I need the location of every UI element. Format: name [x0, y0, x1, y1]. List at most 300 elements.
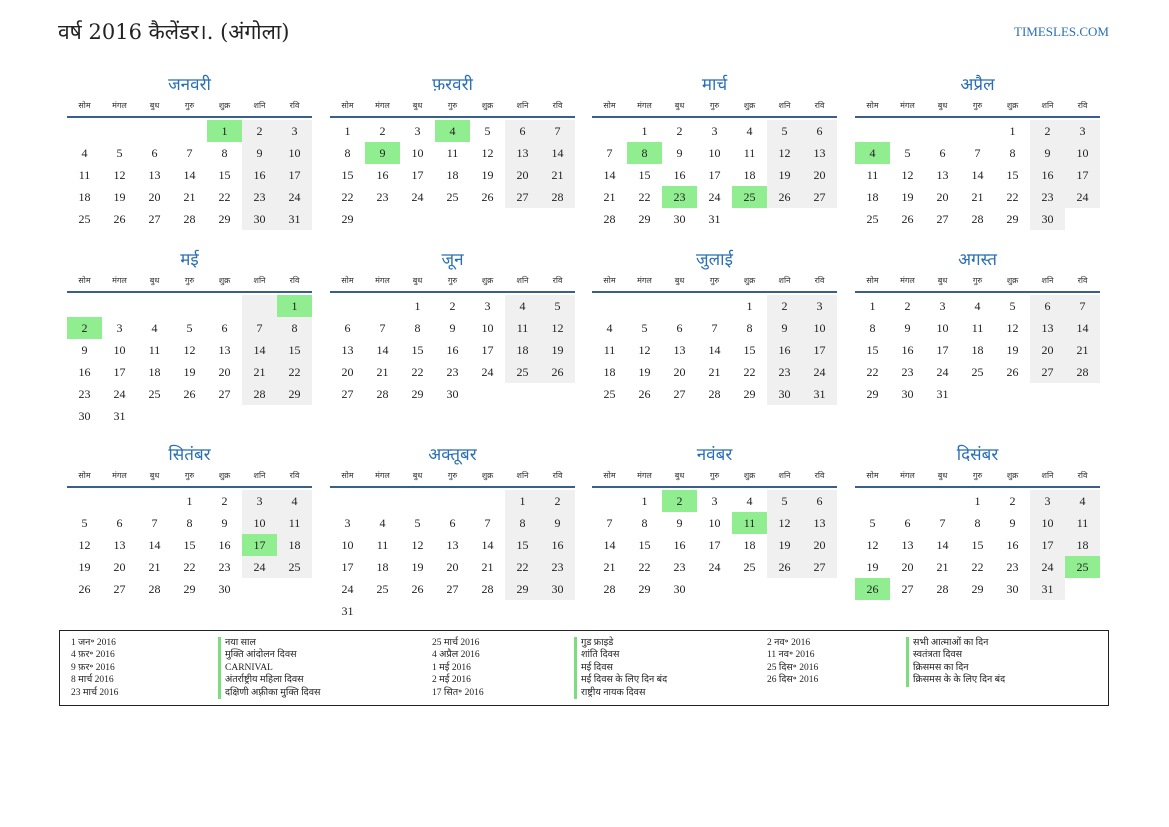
day-cell: 30 — [1030, 208, 1065, 230]
day-cell: 5 — [767, 120, 802, 142]
weekday-label: शुक्र — [1006, 471, 1019, 480]
day-cell: 24 — [242, 556, 277, 578]
day-cell: 9 — [904, 321, 911, 335]
day-cell: 18 — [505, 339, 540, 361]
day-cell: 22 — [218, 190, 231, 204]
day-cell: 25 — [603, 387, 616, 401]
legend-date: 1 मई 2016 — [432, 662, 471, 673]
legend-date: 9 फ़र॰ 2016 — [71, 662, 115, 673]
day-cell: 10 — [242, 512, 277, 534]
page-title: वर्ष 2016 कैलेंडर।. (अंगोला) — [58, 20, 290, 44]
day-cell: 11 — [376, 538, 389, 552]
day-cell: 5 — [869, 516, 876, 530]
weekday-label: रवि — [552, 471, 563, 480]
day-cell: 3 — [242, 490, 277, 512]
day-cell: 23 — [218, 560, 231, 574]
weekday-header — [330, 273, 575, 293]
day-cell: 20 — [1030, 339, 1065, 361]
day-cell: 19 — [638, 365, 651, 379]
days-grid — [855, 295, 1100, 405]
day-cell: 23 — [767, 361, 802, 383]
day-cell: 18 — [148, 365, 161, 379]
weekday-label: मंगल — [375, 276, 390, 285]
weekday-label: शुक्र — [218, 276, 231, 285]
day-cell: 7 — [939, 516, 946, 530]
day-cell: 17 — [277, 164, 312, 186]
legend-dates-2 — [432, 637, 484, 699]
day-cell: 14 — [242, 339, 277, 361]
day-cell: 4 — [746, 494, 753, 508]
weekday-label: शुक्र — [481, 471, 494, 480]
days-grid — [592, 120, 837, 230]
month-calendar — [330, 247, 575, 405]
day-cell: 4 — [277, 490, 312, 512]
day-cell: 28 — [1065, 361, 1100, 383]
day-cell: 24 — [708, 190, 721, 204]
day-cell: 12 — [1006, 321, 1019, 335]
day-cell: 24 — [411, 190, 424, 204]
weekday-label: रवि — [552, 276, 563, 285]
legend-date: 23 मार्च 2016 — [71, 687, 119, 698]
empty-cell — [400, 490, 435, 512]
weekday-label: मंगल — [637, 471, 652, 480]
day-cell: 19 — [78, 560, 91, 574]
day-cell: 23 — [1006, 560, 1019, 574]
weekday-label: शुक्र — [1006, 276, 1019, 285]
day-cell: 6 — [676, 321, 683, 335]
weekday-label: रवि — [289, 101, 300, 110]
day-cell: 21 — [376, 365, 389, 379]
day-cell: 16 — [1030, 164, 1065, 186]
day-cell: 21 — [540, 164, 575, 186]
day-cell: 31 — [1030, 578, 1065, 600]
holiday-day-cell: 1 — [277, 295, 312, 317]
holiday-day-cell: 2 — [662, 490, 697, 512]
weekday-label: बुध — [412, 101, 423, 110]
day-cell: 8 — [186, 516, 193, 530]
day-cell: 6 — [151, 146, 158, 160]
weekday-label: सोम — [341, 276, 354, 285]
empty-cell — [960, 120, 995, 142]
legend-date: 1 जन॰ 2016 — [71, 638, 116, 648]
empty-cell — [925, 490, 960, 512]
day-cell: 20 — [802, 534, 837, 556]
weekday-label: रवि — [1077, 101, 1088, 110]
weekday-label: बुध — [149, 101, 160, 110]
day-cell: 28 — [148, 582, 161, 596]
day-cell: 28 — [481, 582, 494, 596]
day-cell: 25 — [505, 361, 540, 383]
weekday-label: शुक्र — [743, 276, 756, 285]
day-cell: 8 — [277, 317, 312, 339]
day-cell: 26 — [411, 582, 424, 596]
day-cell: 23 — [78, 387, 91, 401]
legend-date: 2 मई 2016 — [432, 675, 471, 686]
day-cell: 19 — [901, 190, 914, 204]
weekday-label: शनि — [516, 101, 529, 110]
weekday-label: सोम — [78, 276, 91, 285]
day-cell: 13 — [341, 343, 354, 357]
weekday-label: गुरु — [184, 276, 195, 285]
empty-cell — [242, 295, 277, 317]
day-cell: 21 — [481, 560, 494, 574]
weekday-label: शुक्र — [743, 471, 756, 480]
days-grid — [330, 490, 575, 622]
weekday-header — [330, 468, 575, 488]
day-cell: 11 — [971, 321, 984, 335]
day-cell: 29 — [218, 212, 231, 226]
day-cell: 25 — [971, 365, 984, 379]
day-cell: 23 — [540, 556, 575, 578]
day-cell: 7 — [1065, 295, 1100, 317]
month-calendar — [592, 72, 837, 230]
day-cell: 12 — [638, 343, 651, 357]
weekday-header — [855, 98, 1100, 118]
weekday-label: गुरु — [709, 101, 720, 110]
day-cell: 30 — [1006, 582, 1019, 596]
weekday-label: गुरु — [972, 101, 983, 110]
day-cell: 10 — [708, 516, 721, 530]
day-cell: 18 — [376, 560, 389, 574]
day-cell: 3 — [1065, 120, 1100, 142]
day-cell: 9 — [767, 317, 802, 339]
day-cell: 12 — [411, 538, 424, 552]
weekday-label: बुध — [674, 101, 685, 110]
day-cell: 11 — [148, 343, 161, 357]
legend-holiday: अंतर्राष्ट्रीय महिला दिवस — [218, 674, 320, 686]
day-cell: 29 — [341, 212, 354, 226]
day-cell: 11 — [1065, 512, 1100, 534]
day-cell: 3 — [484, 299, 491, 313]
day-cell: 14 — [540, 142, 575, 164]
day-cell: 4 — [746, 124, 753, 138]
day-cell: 5 — [414, 516, 421, 530]
day-cell: 20 — [901, 560, 914, 574]
weekday-label: मंगल — [900, 276, 915, 285]
day-cell: 19 — [540, 339, 575, 361]
day-cell: 17 — [1030, 534, 1065, 556]
weekday-label: बुध — [412, 471, 423, 480]
month-calendar — [855, 247, 1100, 405]
day-cell: 17 — [113, 365, 126, 379]
day-cell: 27 — [113, 582, 126, 596]
day-cell: 24 — [936, 365, 949, 379]
day-cell: 25 — [446, 190, 459, 204]
day-cell: 7 — [242, 317, 277, 339]
day-cell: 28 — [936, 582, 949, 596]
day-cell: 13 — [1030, 317, 1065, 339]
weekday-header — [592, 98, 837, 118]
day-cell: 20 — [113, 560, 126, 574]
day-cell: 15 — [505, 534, 540, 556]
holiday-day-cell: 1 — [207, 120, 242, 142]
day-cell: 19 — [481, 168, 494, 182]
day-cell: 8 — [344, 146, 351, 160]
day-cell: 8 — [221, 146, 228, 160]
day-cell: 15 — [411, 343, 424, 357]
day-cell: 15 — [218, 168, 231, 182]
empty-cell — [330, 295, 365, 317]
day-cell: 24 — [113, 387, 126, 401]
weekday-label: शुक्र — [218, 471, 231, 480]
day-cell: 12 — [481, 146, 494, 160]
day-cell: 27 — [802, 556, 837, 578]
day-cell: 8 — [869, 321, 876, 335]
month-name: अक्तूबर — [428, 445, 477, 465]
day-cell: 29 — [638, 582, 651, 596]
weekday-label: बुध — [937, 276, 948, 285]
month-name: नवंबर — [696, 445, 733, 465]
day-cell: 30 — [767, 383, 802, 405]
day-cell: 9 — [449, 321, 456, 335]
day-cell: 27 — [446, 582, 459, 596]
month-name: अगस्त — [958, 250, 997, 270]
day-cell: 7 — [606, 146, 613, 160]
day-cell: 28 — [603, 582, 616, 596]
day-cell: 5 — [186, 321, 193, 335]
day-cell: 15 — [1006, 168, 1019, 182]
day-cell: 3 — [1030, 490, 1065, 512]
day-cell: 26 — [183, 387, 196, 401]
day-cell: 13 — [802, 142, 837, 164]
day-cell: 27 — [673, 387, 686, 401]
empty-cell — [435, 490, 470, 512]
legend-holiday: मई दिवस के लिए दिन बंद — [574, 674, 667, 686]
empty-cell — [662, 295, 697, 317]
day-cell: 29 — [866, 387, 879, 401]
day-cell: 3 — [116, 321, 123, 335]
weekday-label: सोम — [603, 276, 616, 285]
holiday-day-cell: 9 — [365, 142, 400, 164]
legend-dates-3 — [767, 637, 818, 687]
weekday-label: सोम — [78, 471, 91, 480]
empty-cell — [137, 120, 172, 142]
day-cell: 20 — [218, 365, 231, 379]
day-cell: 23 — [242, 186, 277, 208]
day-cell: 22 — [183, 560, 196, 574]
day-cell: 1 — [746, 299, 753, 313]
weekday-label: शुक्र — [481, 101, 494, 110]
legend-holiday: क्रिसमस के के लिए दिन बंद — [906, 674, 1005, 686]
day-cell: 16 — [1006, 538, 1019, 552]
weekday-label: शनि — [516, 276, 529, 285]
weekday-label: शनि — [778, 101, 791, 110]
day-cell: 10 — [1030, 512, 1065, 534]
day-cell: 27 — [148, 212, 161, 226]
weekday-label: मंगल — [112, 101, 127, 110]
day-cell: 1 — [974, 494, 981, 508]
day-cell: 8 — [974, 516, 981, 530]
weekday-label: मंगल — [900, 471, 915, 480]
weekday-label: सोम — [78, 101, 91, 110]
month-calendar — [855, 72, 1100, 230]
day-cell: 5 — [116, 146, 123, 160]
day-cell: 22 — [971, 560, 984, 574]
empty-cell — [592, 295, 627, 317]
day-cell: 14 — [971, 168, 984, 182]
day-cell: 14 — [603, 168, 616, 182]
legend-holiday: मई दिवस — [574, 662, 667, 674]
day-cell: 15 — [277, 339, 312, 361]
month-name: मई — [180, 250, 199, 270]
day-cell: 5 — [904, 146, 911, 160]
day-cell: 6 — [116, 516, 123, 530]
day-cell: 11 — [866, 168, 879, 182]
day-cell: 22 — [411, 365, 424, 379]
day-cell: 18 — [743, 168, 756, 182]
day-cell: 10 — [113, 343, 126, 357]
holiday-day-cell: 17 — [242, 534, 277, 556]
day-cell: 2 — [767, 295, 802, 317]
month-name: फ़रवरी — [432, 75, 473, 95]
empty-cell — [172, 295, 207, 317]
day-cell: 30 — [446, 387, 459, 401]
weekday-label: मंगल — [375, 101, 390, 110]
day-cell: 31 — [341, 604, 354, 618]
days-grid — [855, 120, 1100, 230]
day-cell: 20 — [505, 164, 540, 186]
day-cell: 9 — [242, 142, 277, 164]
day-cell: 30 — [78, 409, 91, 423]
day-cell: 30 — [540, 578, 575, 600]
day-cell: 31 — [802, 383, 837, 405]
day-cell: 2 — [449, 299, 456, 313]
day-cell: 26 — [1006, 365, 1019, 379]
day-cell: 6 — [802, 490, 837, 512]
weekday-label: रवि — [1077, 471, 1088, 480]
month-calendar — [330, 72, 575, 230]
day-cell: 16 — [446, 343, 459, 357]
weekday-label: गुरु — [972, 471, 983, 480]
month-calendar — [67, 442, 312, 600]
day-cell: 18 — [866, 190, 879, 204]
day-cell: 18 — [1065, 534, 1100, 556]
day-cell: 13 — [505, 142, 540, 164]
day-cell: 13 — [936, 168, 949, 182]
day-cell: 16 — [540, 534, 575, 556]
legend-date: 25 मार्च 2016 — [432, 638, 480, 648]
day-cell: 25 — [743, 560, 756, 574]
day-cell: 5 — [484, 124, 491, 138]
day-cell: 12 — [540, 317, 575, 339]
day-cell: 21 — [971, 190, 984, 204]
weekday-header — [855, 468, 1100, 488]
day-cell: 16 — [767, 339, 802, 361]
day-cell: 17 — [708, 538, 721, 552]
day-cell: 25 — [78, 212, 91, 226]
day-cell: 19 — [866, 560, 879, 574]
day-cell: 5 — [1009, 299, 1016, 313]
day-cell: 11 — [78, 168, 91, 182]
empty-cell — [330, 490, 365, 512]
day-cell: 10 — [802, 317, 837, 339]
month-calendar — [592, 247, 837, 405]
day-cell: 11 — [505, 317, 540, 339]
day-cell: 9 — [676, 516, 683, 530]
day-cell: 26 — [78, 582, 91, 596]
empty-cell — [925, 120, 960, 142]
day-cell: 18 — [78, 190, 91, 204]
days-grid — [855, 490, 1100, 600]
legend-date: 25 दिस॰ 2016 — [767, 662, 819, 673]
day-cell: 14 — [376, 343, 389, 357]
days-grid — [330, 120, 575, 230]
holiday-legend — [59, 630, 1109, 706]
empty-cell — [102, 490, 137, 512]
day-cell: 7 — [540, 120, 575, 142]
weekday-header — [592, 468, 837, 488]
day-cell: 25 — [866, 212, 879, 226]
month-calendar — [592, 442, 837, 600]
day-cell: 8 — [746, 321, 753, 335]
day-cell: 17 — [936, 343, 949, 357]
day-cell: 9 — [1030, 142, 1065, 164]
legend-date: 4 अप्रैल 2016 — [432, 650, 480, 661]
weekday-label: मंगल — [637, 101, 652, 110]
day-cell: 16 — [78, 365, 91, 379]
weekday-label: मंगल — [900, 101, 915, 110]
day-cell: 19 — [183, 365, 196, 379]
day-cell: 12 — [767, 142, 802, 164]
day-cell: 26 — [540, 361, 575, 383]
day-cell: 31 — [277, 208, 312, 230]
weekday-label: शुक्र — [481, 276, 494, 285]
empty-cell — [172, 120, 207, 142]
days-grid — [592, 490, 837, 600]
weekday-label: बुध — [674, 276, 685, 285]
day-cell: 19 — [1006, 343, 1019, 357]
day-cell: 22 — [341, 190, 354, 204]
day-cell: 29 — [1006, 212, 1019, 226]
day-cell: 15 — [638, 168, 651, 182]
days-grid — [67, 120, 312, 230]
day-cell: 2 — [540, 490, 575, 512]
day-cell: 23 — [673, 560, 686, 574]
day-cell: 28 — [971, 212, 984, 226]
weekday-label: गुरु — [447, 276, 458, 285]
day-cell: 5 — [81, 516, 88, 530]
day-cell: 2 — [221, 494, 228, 508]
day-cell: 7 — [606, 516, 613, 530]
day-cell: 10 — [341, 538, 354, 552]
day-cell: 6 — [505, 120, 540, 142]
legend-names-1 — [218, 637, 320, 699]
empty-cell — [67, 120, 102, 142]
day-cell: 1 — [505, 490, 540, 512]
holiday-day-cell: 8 — [627, 142, 662, 164]
day-cell: 17 — [411, 168, 424, 182]
weekday-label: शुक्र — [218, 101, 231, 110]
day-cell: 3 — [414, 124, 421, 138]
empty-cell — [627, 295, 662, 317]
day-cell: 18 — [971, 343, 984, 357]
day-cell: 21 — [183, 190, 196, 204]
day-cell: 27 — [936, 212, 949, 226]
weekday-label: सोम — [866, 471, 879, 480]
day-cell: 13 — [113, 538, 126, 552]
weekday-label: सोम — [603, 471, 616, 480]
day-cell: 16 — [242, 164, 277, 186]
day-cell: 4 — [151, 321, 158, 335]
day-cell: 4 — [81, 146, 88, 160]
day-cell: 29 — [743, 387, 756, 401]
day-cell: 13 — [148, 168, 161, 182]
day-cell: 10 — [411, 146, 424, 160]
legend-date: 8 मार्च 2016 — [71, 675, 114, 686]
site-link[interactable]: TIMESLES.COM — [1014, 24, 1109, 39]
weekday-header — [67, 98, 312, 118]
weekday-label: मंगल — [637, 276, 652, 285]
